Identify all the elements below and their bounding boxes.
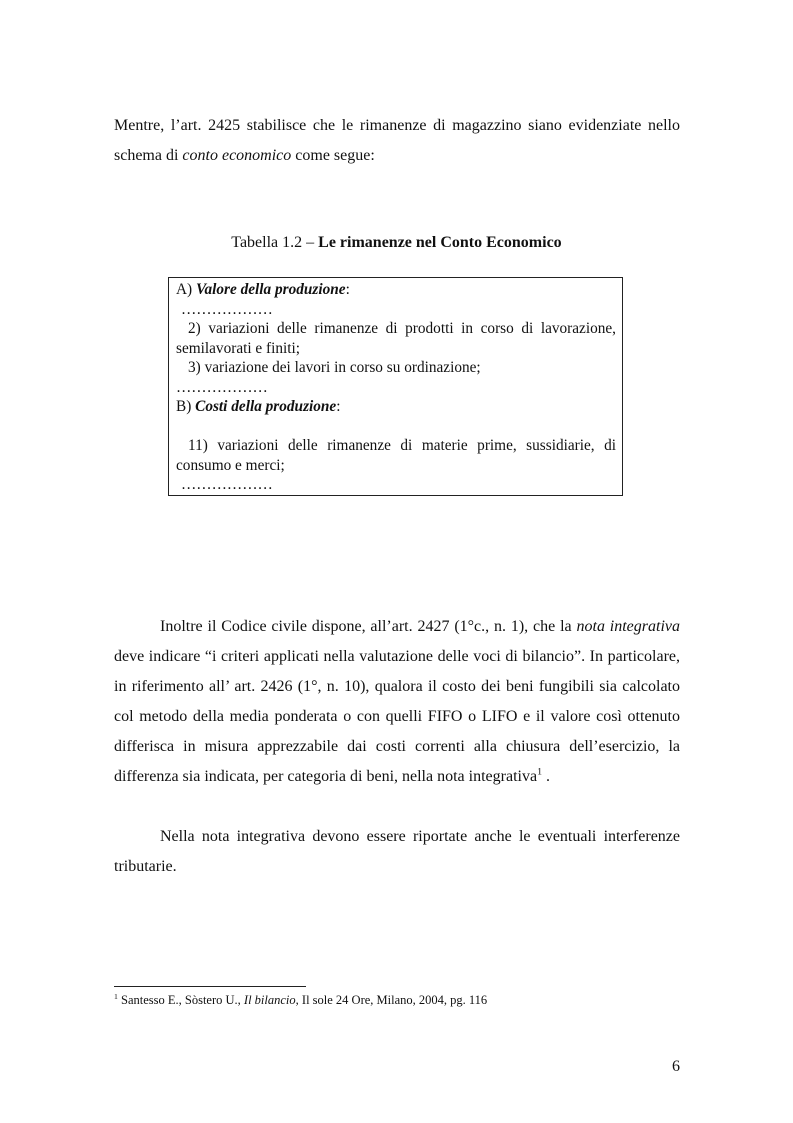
section-a-prefix: A)	[176, 281, 196, 298]
intro-text-after: come segue:	[291, 147, 375, 164]
section-b-heading	[176, 397, 616, 417]
footnote-reference[interactable]: 1	[537, 766, 543, 778]
footnote-mark: 1	[114, 991, 118, 1001]
intro-paragraph	[114, 111, 680, 171]
para2-text-3: .	[542, 768, 551, 785]
table-spacer	[176, 417, 616, 437]
table-caption-prefix: Tabella 1.2 –	[231, 234, 319, 251]
para2-italic-term: nota integrativa	[576, 618, 681, 635]
table-caption-title: Le rimanenze nel Conto Economico	[318, 234, 562, 251]
section-b-suffix: :	[336, 398, 341, 415]
footnote-divider	[114, 986, 306, 987]
section-a-suffix: :	[345, 281, 350, 298]
intro-text-before: Mentre, l’art. 2425 stabilisce che le rimanenze di magazzino siano evidenziate nello schema di	[114, 117, 680, 164]
page-number: 6	[672, 1058, 680, 1075]
table-item-2: 2) variazioni delle rimanenze di prodotti in corso di lavorazione, semilavorati e finiti;	[176, 320, 616, 357]
intro-italic-term: conto economico	[182, 147, 292, 164]
body-paragraph-3: Nella nota integrativa devono essere riportate anche le eventuali interferenze tributarie.	[114, 828, 680, 875]
footnote	[114, 992, 487, 1008]
section-a-title: Valore della produzione	[195, 281, 346, 298]
table-caption	[0, 232, 793, 254]
para2-text-2: deve indicare “i criteri applicati nella valutazione delle voci di bilancio”. In particolare, in riferimento all’ art. 2426 (1°, n. 10), qualora il costo dei beni fungibili sia calcolato col metodo della media ponderata o con quelli FIFO o LIFO e il valore così ottenuto differisca in misura apprezzabile dai costi correnti alla chiusura dell’esercizio, la differenza sia indicata, per categoria di beni, nella nota integrativa	[114, 648, 680, 785]
ellipsis-line-2: ………………	[176, 378, 268, 396]
para2-text-1: Inoltre il Codice civile dispone, all’art. 2427 (1°c., n. 1), che la	[160, 618, 577, 635]
table-item-11: 11) variazioni delle rimanenze di materie prime, sussidiarie, di consumo e merci;	[176, 437, 616, 474]
section-b-title: Costi della produzione	[195, 398, 337, 415]
section-a-heading	[176, 280, 616, 300]
body-paragraph-2	[114, 612, 680, 792]
footnote-italic-title: Il bilancio	[243, 993, 296, 1007]
ellipsis-line-3: ………………	[181, 476, 273, 493]
table-box	[168, 277, 623, 496]
footnote-text-before: Santesso E., Sòstero U.,	[117, 993, 244, 1007]
table-item-3: 3) variazione dei lavori in corso su ordinazione;	[188, 359, 481, 376]
ellipsis-line-1: ………………	[181, 300, 273, 318]
footnote-text-after: , Il sole 24 Ore, Milano, 2004, pg. 116	[295, 993, 488, 1007]
section-b-prefix: B)	[176, 398, 196, 415]
